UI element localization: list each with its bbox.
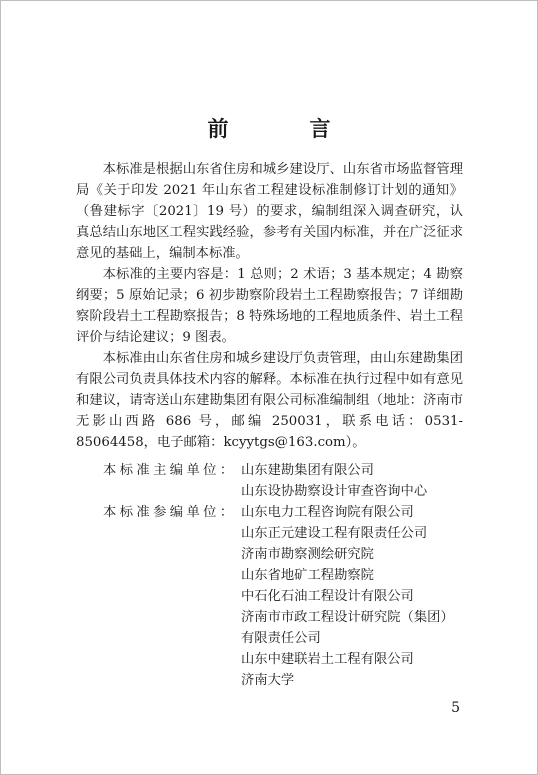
- paragraph-contents: 本标准的主要内容是：1 总则；2 术语；3 基本规定；4 勘察纲要；5 原始记录；6 初步勘察阶段岩土工程勘察报告；7 详细勘察阶段岩土工程勘察报告；8 特殊场地的工程地质条件、岩土工程评价与结论建议；9 图表。: [76, 267, 463, 345]
- credits-section: [76, 460, 476, 691]
- chief-editor-unit: 山东建勘集团有限公司: [241, 463, 374, 478]
- participating-unit: 济南市勘察测绘研究院: [241, 547, 374, 562]
- chief-editor-unit: 山东设协勘察设计审查咨询中心: [241, 484, 428, 499]
- participating-unit: 山东电力工程咨询院有限公司: [241, 505, 414, 520]
- paragraph-purpose: 本标准是根据山东省住房和城乡建设厅、山东省市场监督管理局《关于印发 2021 年山东省工程建设标准制修订计划的通知》（鲁建标字〔2021〕19 号）的要求，编制组深入调查研究，认真总结山东地区工程实践经验，参考有关国内标准，并在广泛征求意见的基础上，编制本标准。: [76, 162, 463, 261]
- participating-editors-row: [76, 502, 476, 691]
- chief-editors-row: [76, 460, 476, 502]
- chief-editors-label: 本标准主编单位：: [103, 463, 237, 478]
- participating-unit: 中石化石油工程设计有限公司: [241, 589, 414, 604]
- participating-unit: 济南大学: [241, 673, 295, 688]
- participating-unit: 济南市市政工程设计研究院（集团）: [241, 610, 454, 625]
- participating-editors-list: [241, 502, 476, 691]
- preface-body: [76, 159, 463, 453]
- participating-unit: 山东省地矿工程勘察院: [241, 568, 374, 583]
- paragraph-administration: 本标准由山东省住房和城乡建设厅负责管理，由山东建勘集团有限公司负责具体技术内容的解释。本标准在执行过程中如有意见和建议，请寄送山东建勘集团有限公司标准编制组（地址：济南市无影山西路 686 号，邮编 250031，联系电话：0531-85064458，电子邮箱：kcyytgs@163.com）。: [76, 351, 463, 450]
- participating-unit: 山东正元建设工程有限责任公司: [241, 526, 428, 541]
- participating-unit: 山东中建联岩土工程有限公司: [241, 652, 414, 667]
- page-number: 5: [451, 700, 460, 716]
- participating-unit: 有限责任公司: [241, 631, 321, 646]
- chief-editors-list: [241, 460, 476, 502]
- participating-editors-label: 本标准参编单位：: [103, 505, 237, 520]
- page-title: 前 言: [207, 116, 361, 141]
